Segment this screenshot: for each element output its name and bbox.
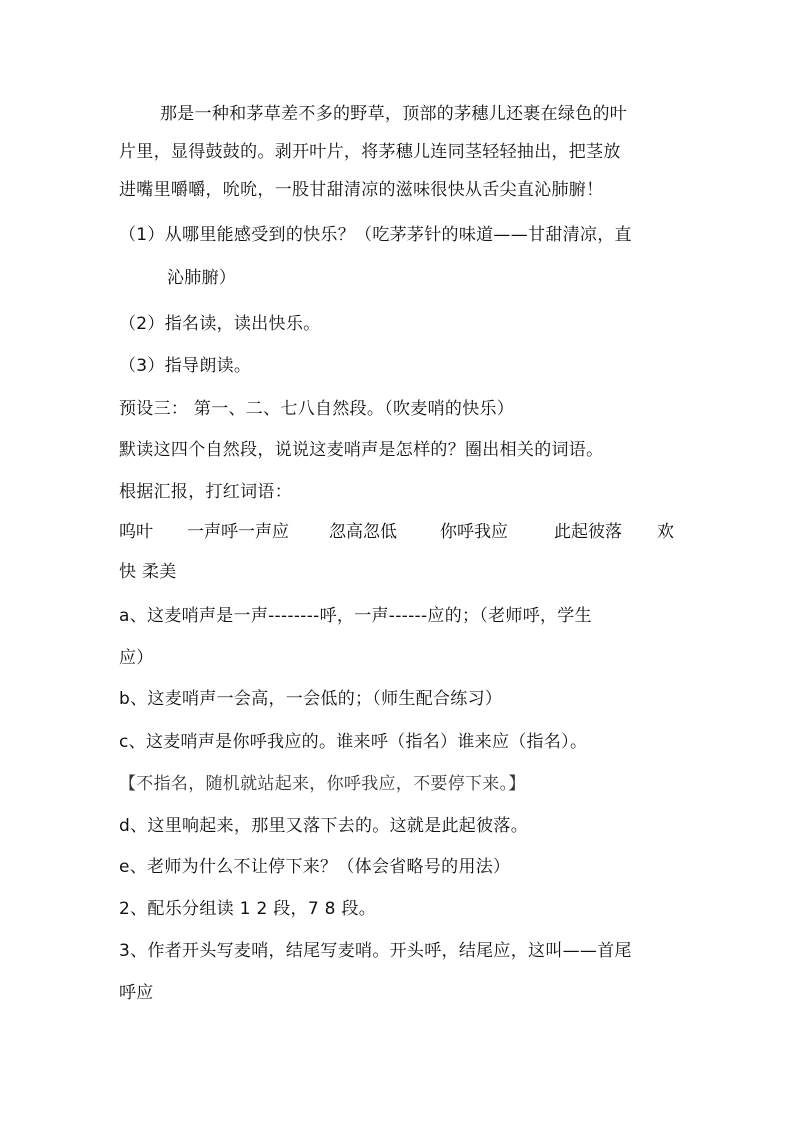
vocabulary-word: 忽高忽低 [329, 522, 397, 542]
item-b-line: b、这麦哨声一会高，一会低的；（师生配合练习） [119, 689, 503, 709]
vocabulary-word: 欢 [657, 522, 674, 542]
preset-three-heading: 预设三： 第一、二、七八自然段。（吹麦哨的快乐） [119, 399, 515, 419]
vocabulary-word: 此起彼落 [554, 522, 622, 542]
question-2-line: （2）指名读，读出快乐。 [119, 314, 321, 334]
vocabulary-word: 呜叶 [119, 522, 153, 542]
item-c-line: c、这麦哨声是你呼我应的。谁来呼（指名）谁来应（指名）。 [119, 732, 588, 752]
vocabulary-word: 你呼我应 [440, 522, 508, 542]
item-a-line: a、这麦哨声是一声--------呼，一声------应的；（老师呼，学生 [119, 606, 592, 626]
vocabulary-row-continuation: 快 柔美 [119, 562, 177, 582]
paragraph-line: 进嘴里嚼嚼，吮吮，一股甘甜清凉的滋味很快从舌尖直沁肺腑！ [119, 180, 604, 200]
item-e-line: e、老师为什么不让停下来？（体会省略号的用法） [119, 857, 511, 877]
report-instruction: 根据汇报，打红词语： [119, 482, 292, 502]
step-3-line: 3、作者开头写麦哨，结尾写麦哨。开头呼，结尾应，这叫——首尾 [119, 941, 632, 961]
vocabulary-row [119, 521, 679, 543]
teacher-note: 【不指名，随机就站起来，你呼我应，不要停下来。】 [119, 774, 526, 794]
question-1-continuation: 沁肺腑） [167, 268, 237, 288]
question-1-line: （1）从哪里能感受到的快乐？（吃茅茅针的味道——甘甜清凉，直 [119, 225, 632, 245]
question-3-line: （3）指导朗读。 [119, 356, 252, 376]
silent-reading-instruction: 默读这四个自然段，说说这麦哨声是怎样的？圈出相关的词语。 [119, 440, 604, 460]
step-2-line: 2、配乐分组读 1 2 段，7 8 段。 [119, 899, 377, 919]
paragraph-line: 那是一种和茅草差不多的野草，顶部的茅穗儿还裹在绿色的叶 [160, 104, 628, 124]
item-a-continuation: 应） [119, 648, 154, 668]
paragraph-line: 片里，显得鼓鼓的。剥开叶片，将茅穗儿连同茎轻轻抽出，把茎放 [119, 142, 621, 162]
vocabulary-word: 一声呼一声应 [187, 522, 289, 542]
step-3-continuation: 呼应 [119, 983, 154, 1003]
item-d-line: d、这里响起来，那里又落下去的。这就是此起彼落。 [119, 816, 528, 836]
